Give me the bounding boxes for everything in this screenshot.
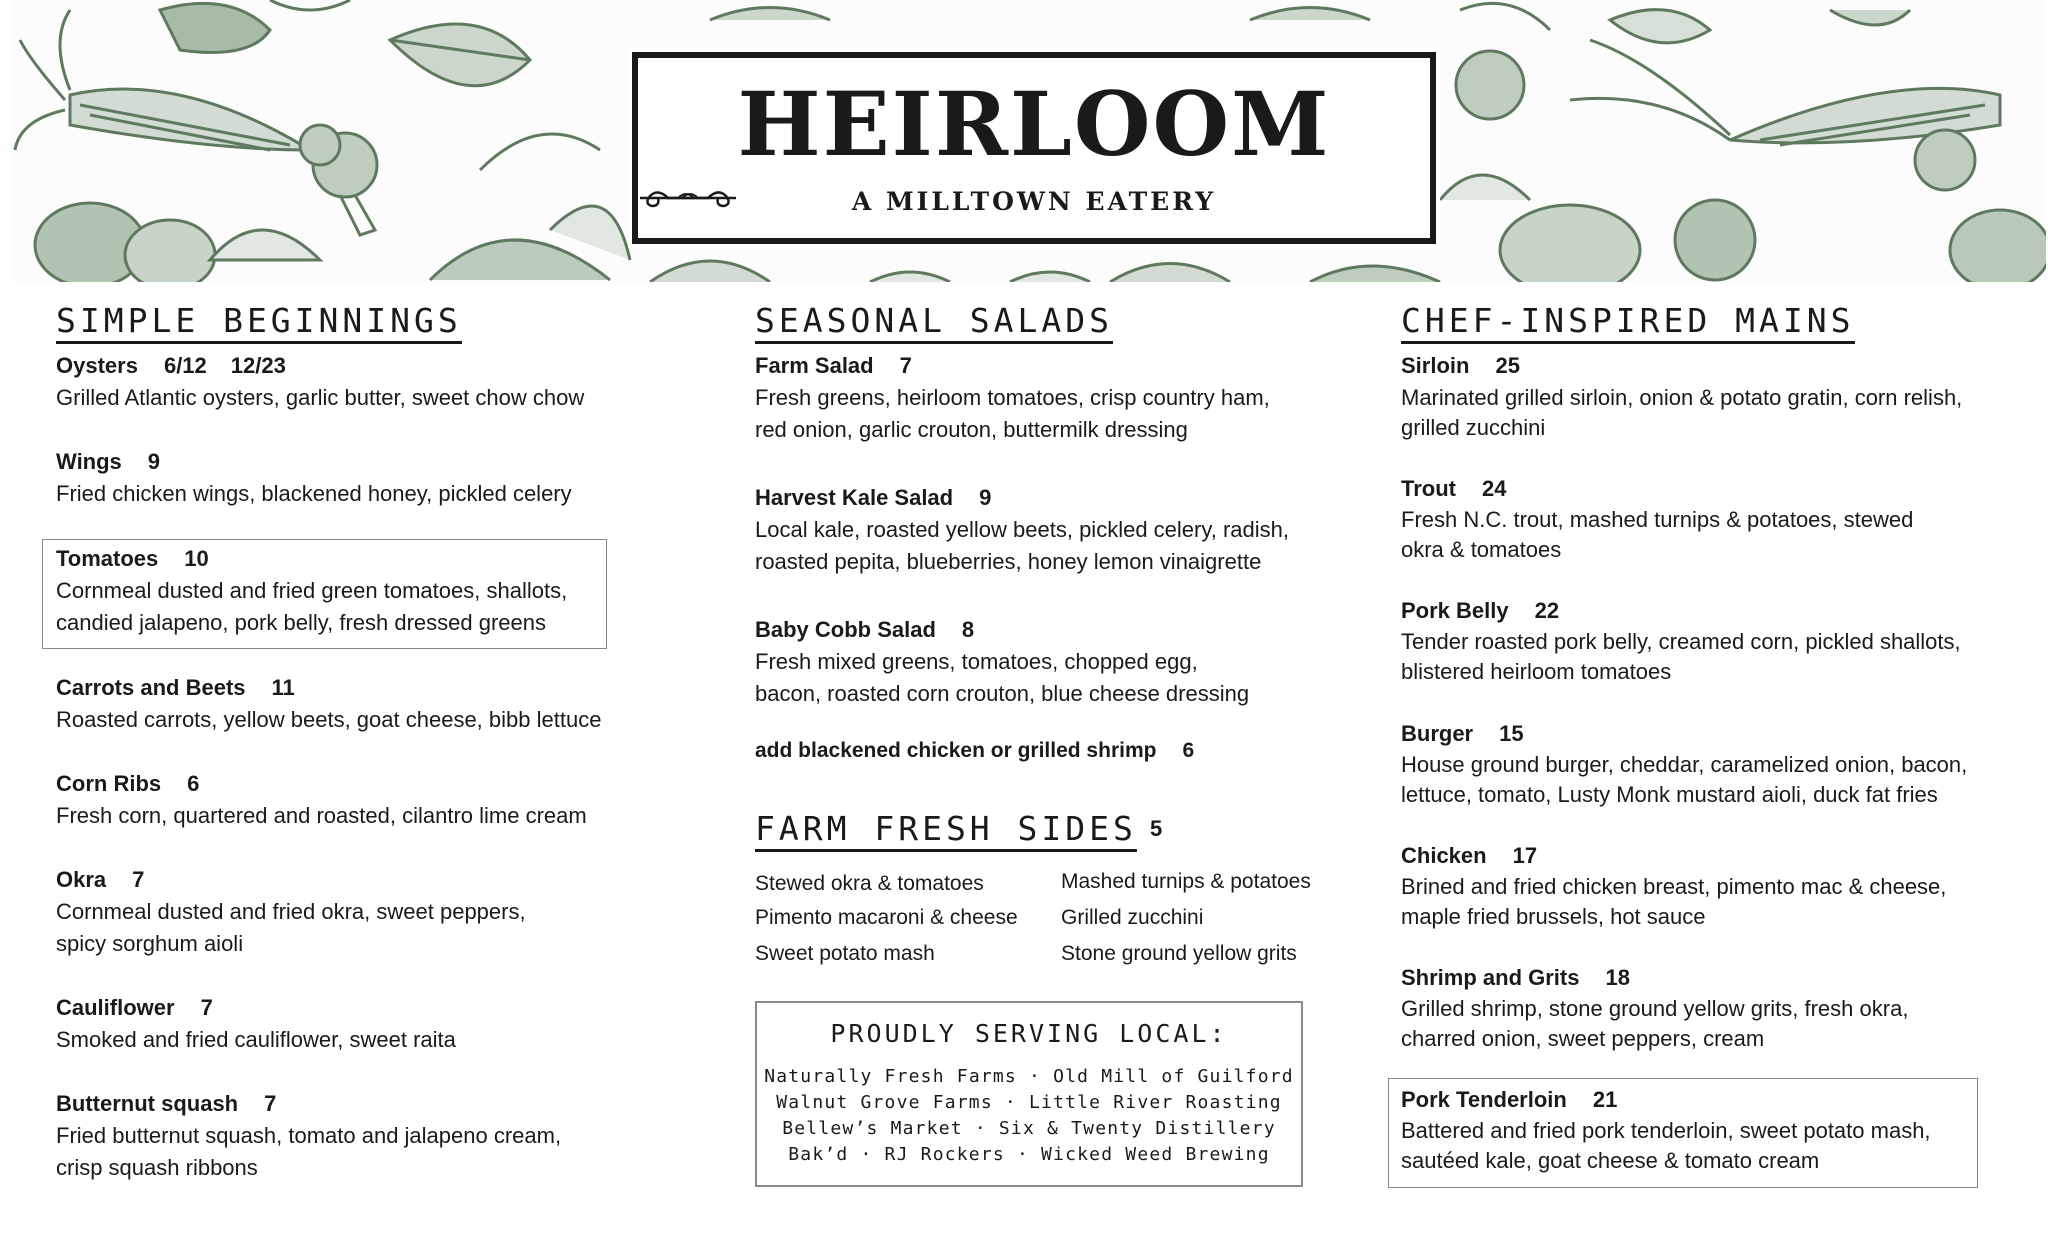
menu-item-burger <box>1401 720 1524 748</box>
item-price: 15 <box>1499 721 1524 746</box>
menu-item-cauliflower <box>56 994 213 1022</box>
local-partners-box <box>755 1001 1303 1187</box>
menu-item-tomatoes <box>56 545 209 573</box>
menu-item-trout <box>1401 475 1506 503</box>
menu-item-pork-tenderloin <box>1401 1086 1617 1114</box>
item-price: 7 <box>899 353 912 378</box>
item-price: 7 <box>132 867 145 892</box>
item-description: Local kale, roasted yellow beets, pickled celery, radish, <box>755 517 1289 542</box>
item-description: Battered and fried pork tenderloin, sweet potato mash, <box>1401 1118 1931 1143</box>
item-description: Fresh greens, heirloom tomatoes, crisp country ham, <box>755 385 1270 410</box>
menu-item-shrimp-and-grits <box>1401 964 1630 992</box>
menu-item-carrots-and-beets <box>56 674 295 702</box>
section-title-salads: SEASONAL SALADS <box>755 302 1113 344</box>
item-name: Sirloin <box>1401 353 1470 378</box>
item-description: lettuce, tomato, Lusty Monk mustard aioli, duck fat fries <box>1401 782 1938 807</box>
item-description: roasted pepita, blueberries, honey lemon vinaigrette <box>755 549 1262 574</box>
local-partners-line: Bak’d · RJ Rockers · Wicked Weed Brewing <box>788 1144 1270 1165</box>
salad-addon <box>755 737 1194 765</box>
item-description: sautéed kale, goat cheese & tomato cream <box>1401 1148 1820 1173</box>
item-name: Butternut squash <box>56 1091 239 1116</box>
sides-price: 5 <box>1150 816 1163 841</box>
item-description: Fresh corn, quartered and roasted, cilantro lime cream <box>56 803 587 828</box>
item-price: 8 <box>961 617 975 642</box>
cabbage-icon <box>35 203 215 282</box>
item-description: Brined and fried chicken breast, pimento mac & cheese, <box>1401 874 1947 899</box>
item-description: red onion, garlic crouton, buttermilk dressing <box>755 417 1188 442</box>
item-description: charred onion, sweet peppers, cream <box>1401 1026 1765 1051</box>
restaurant-tagline: A MILLTOWN EATERY <box>851 186 1217 216</box>
item-name: Wings <box>56 449 122 474</box>
item-description: Cornmeal dusted and fried okra, sweet peppers, <box>56 899 526 924</box>
item-price: 7 <box>264 1091 277 1116</box>
item-name: Tomatoes <box>56 546 159 571</box>
local-partners-line: Bellew’s Market · Six & Twenty Distillery <box>782 1118 1276 1139</box>
item-price: 22 <box>1534 598 1560 623</box>
item-name: Chicken <box>1401 843 1487 868</box>
item-name: Pork Belly <box>1401 598 1509 623</box>
carrot-icon <box>1570 40 2000 145</box>
side-item: Grilled zucchini <box>1061 906 1204 929</box>
logo <box>632 52 1436 244</box>
item-description: Cornmeal dusted and fried green tomatoes, shallots, <box>56 578 568 603</box>
item-description: Grilled Atlantic oysters, garlic butter, sweet chow chow <box>56 385 585 410</box>
side-item: Mashed turnips & potatoes <box>1061 870 1311 893</box>
menu-item-butternut-squash <box>56 1090 276 1118</box>
item-description: House ground burger, cheddar, caramelized onion, bacon, <box>1401 752 1968 777</box>
leaf-icon <box>390 24 630 280</box>
local-partners-line: Walnut Grove Farms · Little River Roasting <box>776 1092 1282 1113</box>
restaurant-name: HEIRLOOM <box>737 72 1331 176</box>
item-description: maple fried brussels, hot sauce <box>1401 904 1706 929</box>
menu-item-okra <box>56 866 144 894</box>
item-name: Farm Salad <box>755 353 874 378</box>
item-name: Burger <box>1401 721 1474 746</box>
item-price: 7 <box>200 995 213 1020</box>
item-description: okra & tomatoes <box>1401 537 1562 562</box>
item-name: Corn Ribs <box>56 771 162 796</box>
item-description: blistered heirloom tomatoes <box>1401 659 1672 684</box>
item-description: bacon, roasted corn crouton, blue cheese dressing <box>755 681 1250 706</box>
menu-item-wings <box>56 448 160 476</box>
item-price: 10 <box>184 546 209 571</box>
item-description: Fried butternut squash, tomato and jalapeno cream, <box>56 1123 562 1148</box>
item-name: Oysters <box>56 353 138 378</box>
item-name: Baby Cobb Salad <box>755 617 936 642</box>
item-price: 24 <box>1482 476 1507 501</box>
item-name: Okra <box>56 867 107 892</box>
addon-price: 6 <box>1182 739 1195 762</box>
item-description: Fresh N.C. trout, mashed turnips & potatoes, stewed <box>1401 507 1914 532</box>
item-price: 18 <box>1605 965 1630 990</box>
side-item: Sweet potato mash <box>755 942 935 965</box>
lettuce-icon <box>160 0 350 53</box>
item-price: 6 <box>187 771 200 796</box>
item-description: crisp squash ribbons <box>56 1155 258 1180</box>
item-name: Pork Tenderloin <box>1401 1087 1567 1112</box>
menu-item-harvest-kale-salad <box>755 484 991 512</box>
local-partners-title: PROUDLY SERVING LOCAL: <box>830 1019 1228 1048</box>
side-item: Pimento macaroni & cheese <box>755 906 1018 929</box>
menu-item-farm-salad <box>755 352 912 380</box>
item-description: Fried chicken wings, blackened honey, pickled celery <box>56 481 572 506</box>
menu-item-pork-belly <box>1401 597 1559 625</box>
addon-label: add blackened chicken or grilled shrimp <box>755 739 1157 762</box>
item-name: Cauliflower <box>56 995 175 1020</box>
item-name: Shrimp and Grits <box>1401 965 1580 990</box>
side-item: Stone ground yellow grits <box>1061 942 1297 965</box>
cabbage-icon <box>1500 205 2046 282</box>
item-price: 6/12 <box>163 353 207 378</box>
local-partners-line: Naturally Fresh Farms · Old Mill of Guilford <box>764 1066 1294 1087</box>
tagline-row <box>638 184 1430 218</box>
item-price: 21 <box>1592 1087 1618 1112</box>
item-description: Tender roasted pork belly, creamed corn, pickled shallots, <box>1401 629 1961 654</box>
item-name: Trout <box>1401 476 1456 501</box>
menu-item-corn-ribs <box>56 770 199 798</box>
item-description: Fresh mixed greens, tomatoes, chopped egg, <box>755 649 1198 674</box>
item-description: Roasted carrots, yellow beets, goat cheese, bibb lettuce <box>56 707 602 732</box>
menu-item-chicken <box>1401 842 1537 870</box>
broccoli-icon <box>300 125 377 235</box>
item-price: 25 <box>1495 353 1520 378</box>
item-name: Harvest Kale Salad <box>755 485 954 510</box>
item-price-large: 12/23 <box>230 353 286 378</box>
flourish-right-icon <box>638 184 738 212</box>
section-title-mains: CHEF-INSPIRED MAINS <box>1401 302 1855 344</box>
side-item: Stewed okra & tomatoes <box>755 872 984 895</box>
section-title-sides: FARM FRESH SIDES <box>755 810 1137 852</box>
menu-item-baby-cobb-salad <box>755 616 974 644</box>
menu-item-sirloin <box>1401 352 1520 380</box>
item-price: 11 <box>271 675 295 700</box>
menu-item-oysters <box>56 352 286 380</box>
item-description: Smoked and fried cauliflower, sweet raita <box>56 1027 456 1052</box>
item-description: spicy sorghum aioli <box>56 931 244 956</box>
item-price: 9 <box>147 449 161 474</box>
mushroom-icon <box>210 230 320 260</box>
item-price: 9 <box>979 485 992 510</box>
header-banner <box>10 0 2046 282</box>
item-name: Carrots and Beets <box>56 675 246 700</box>
item-description: grilled zucchini <box>1401 415 1546 440</box>
item-description: Marinated grilled sirloin, onion & potato gratin, corn relish, <box>1401 385 1963 410</box>
item-price: 17 <box>1512 843 1538 868</box>
item-description: candied jalapeno, pork belly, fresh dressed greens <box>56 610 547 635</box>
item-description: Grilled shrimp, stone ground yellow grits, fresh okra, <box>1401 996 1909 1021</box>
section-title-beginnings: SIMPLE BEGINNINGS <box>56 302 462 344</box>
